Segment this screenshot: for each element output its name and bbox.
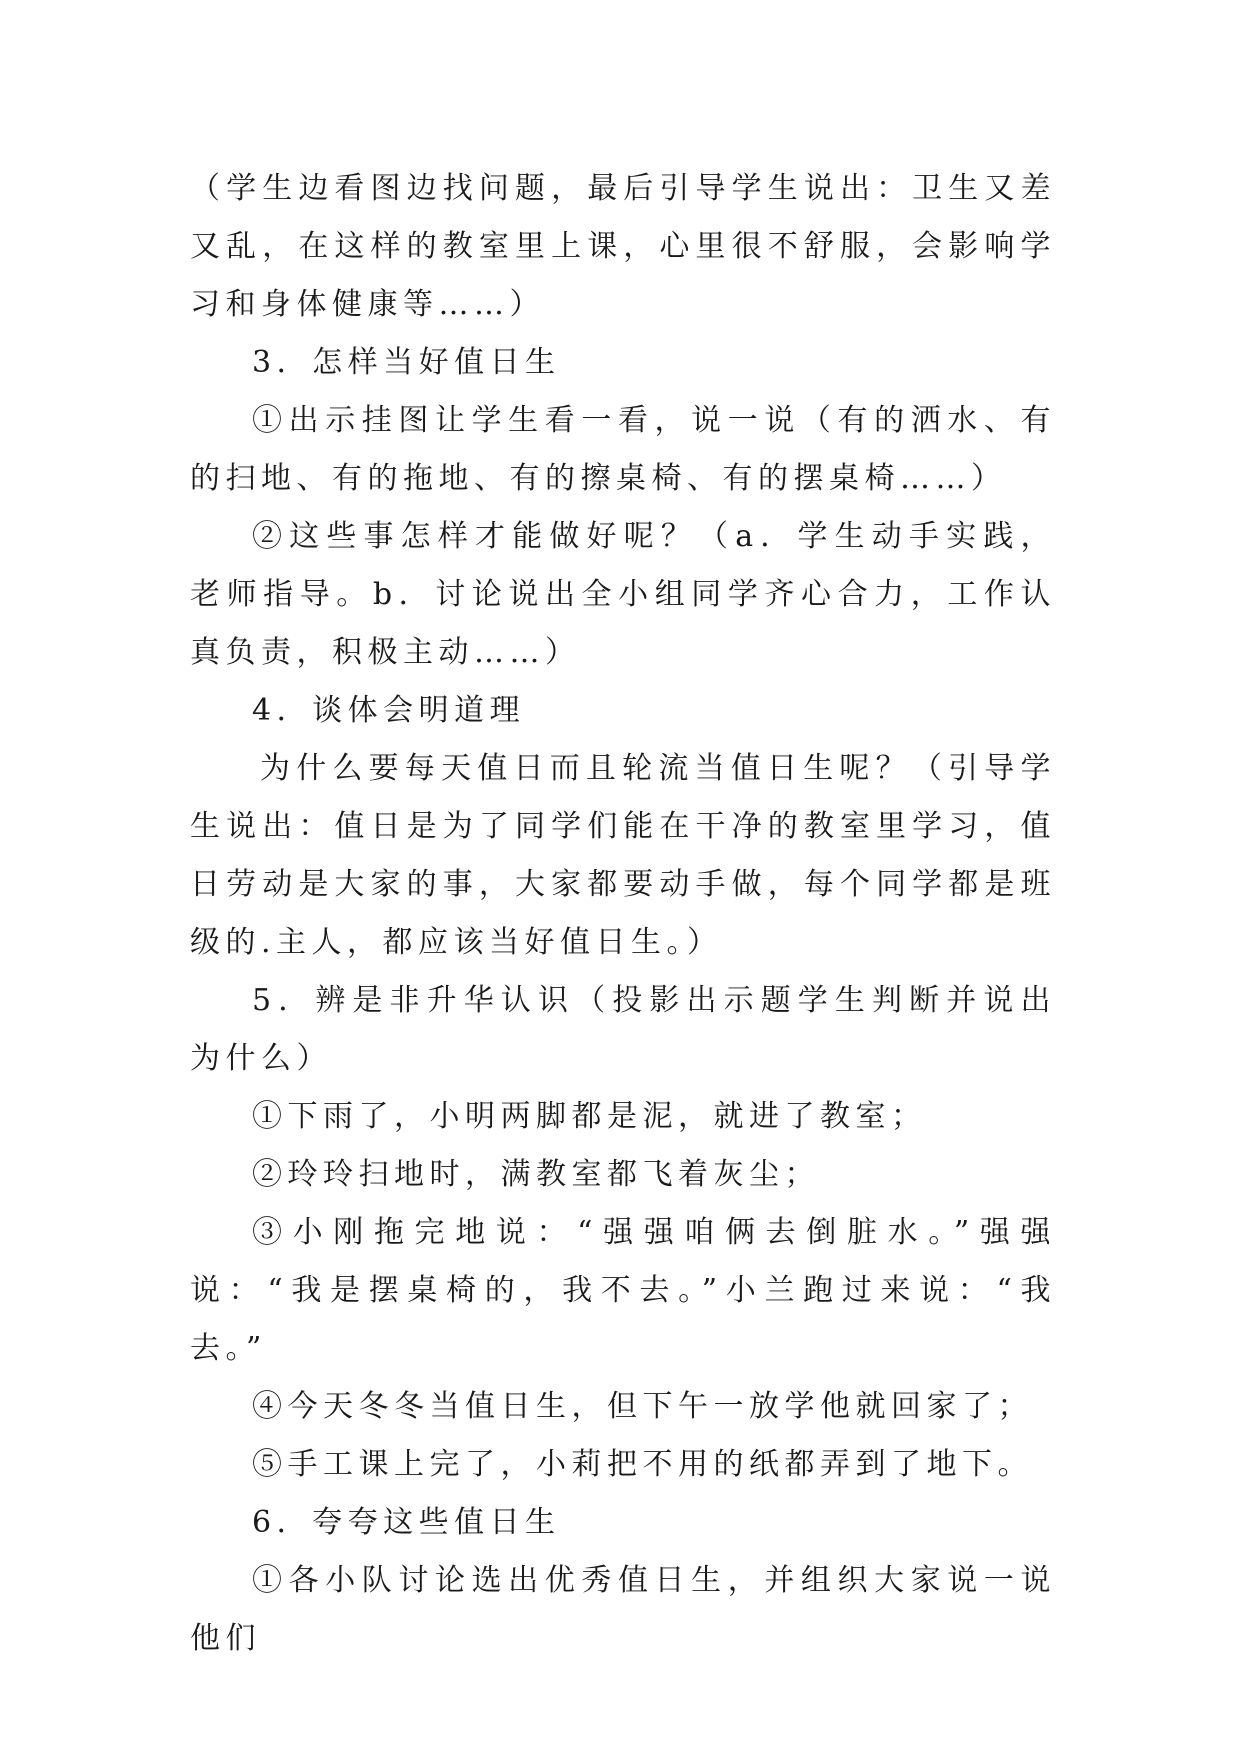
paragraph-item-2: ②这些事怎样才能做好呢？（a．学生动手实践，老师指导。b．讨论说出全小组同学齐心合力，工作认真负责，积极主动……） — [190, 519, 1056, 670]
list-item-2: ②玲玲扫地时，满教室都飞着灰尘； — [252, 1157, 820, 1192]
section-heading-6: 6．夸夸这些值日生 — [252, 1505, 561, 1540]
paragraph-item-1: ①出示挂图让学生看一看，说一说（有的洒水、有的扫地、有的拖地、有的擦桌椅、有的摆桌椅……） — [190, 403, 1056, 496]
document-body — [190, 160, 1056, 1668]
section-heading-4: 4．谈体会明道理 — [252, 693, 526, 728]
paragraph-intro-note: （学生边看图边找问题，最后引导学生说出：卫生又差又乱，在这样的教室里上课，心里很不舒服，会影响学习和身体健康等……） — [190, 171, 1056, 322]
list-item-3: ③小刚拖完地说：“强强咱俩去倒脏水。”强强说：“我是摆桌椅的，我不去。”小兰跑过来说：“我去。” — [190, 1215, 1056, 1366]
list-item-1: ①下雨了，小明两脚都是泥，就进了教室； — [252, 1099, 927, 1134]
section-heading-3: 3．怎样当好值日生 — [252, 345, 561, 380]
list-item-4: ④今天冬冬当值日生，但下午一放学他就回家了； — [252, 1389, 1033, 1424]
paragraph-item-last: ①各小队讨论选出优秀值日生，并组织大家说一说他们 — [190, 1563, 1056, 1656]
list-item-5: ⑤手工课上完了，小莉把不用的纸都弄到了地下。 — [252, 1447, 1033, 1482]
section-heading-5: 5．辨是非升华认识（投影出示题学生判断并说出为什么） — [190, 983, 1056, 1076]
paragraph-discussion: 为什么要每天值日而且轮流当值日生呢？（引导学生说出：值日是为了同学们能在干净的教室里学习，值日劳动是大家的事，大家都要动手做，每个同学都是班级的.主人，都应该当好值日生。） — [190, 751, 1056, 960]
